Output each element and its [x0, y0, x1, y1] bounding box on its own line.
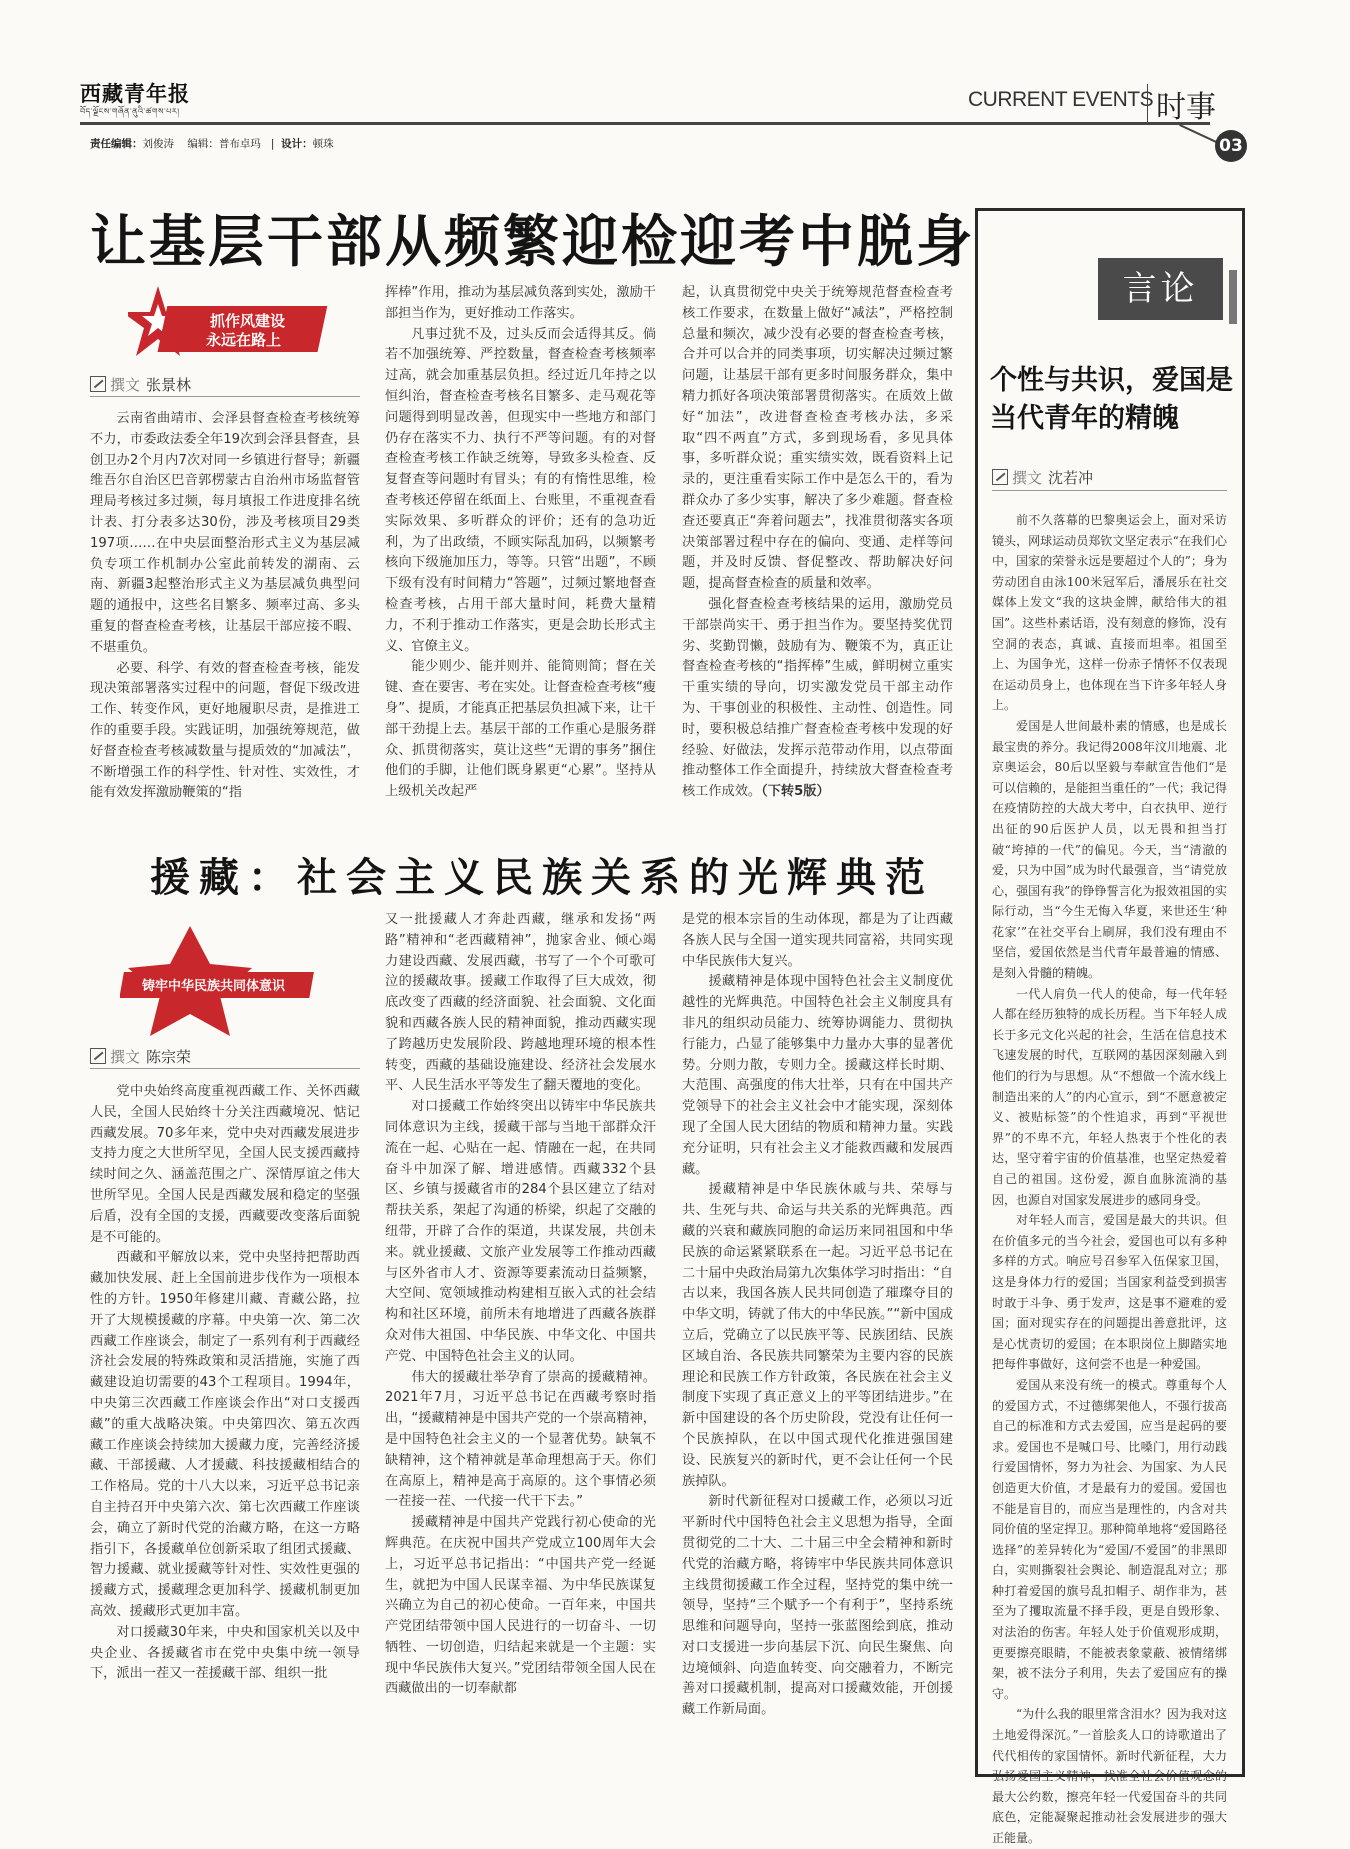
- author-name: 陈宗荣: [146, 1048, 192, 1066]
- paragraph: 西藏和平解放以来，党中央坚持把帮助西藏加快发展、赶上全国前进步伐作为一项根本性的方针。1950年修建川藏、青藏公路，拉开了大规模援藏的序幕。中央第一次、第二次西藏工作座谈会，制定了一系列有利于西藏经济社会发展的特殊政策和灵活措施，实施了西藏建设迫切需要的43个工程项目。1994年，中央第三次西藏工作座谈会作出“对口支援西藏”的重大战略决策。中央第四次、第五次西藏工作座谈会持续加大援藏力度，完善经济援藏、干部援藏、人才援藏、科技援藏相结合的工作格局。党的十八大以来，习近平总书记亲自主持召开中央第六次、第七次西藏工作座谈会，确立了新时代党的治藏方略，在这一方略指引下，各援藏单位创新采取了组团式援藏、智力援藏、就业援藏等针对性、实效性更强的援藏方式，援藏理念更加科学、援藏机制更加高效、援藏形式更加丰富。: [90, 1250, 360, 1619]
- editor-name: 刘俊涛: [142, 138, 174, 150]
- badge-line2: 永远在路上: [206, 331, 282, 349]
- section-name-en: CURRENT EVENTS: [968, 88, 1154, 111]
- opinion-body: [992, 510, 1227, 1849]
- article2-column-1: [90, 1082, 360, 1685]
- designer-name: 顿珠: [312, 138, 334, 150]
- paragraph: 新时代新征程对口援藏工作，必须以习近平新时代中国特色社会主义思想为指导，全面贯彻党的二十大、二十届三中全会精神和新时代党的治藏方略，将铸牢中华民族共同体意识主线贯彻援藏工作全过程，坚持党的集中统一领导，坚持“三个赋予一个有利于”，坚持系统思维和问题导向，坚持一张蓝图绘到底，推动对口支援进一步向基层下沉、向民生聚焦、向边境倾斜、向造血转变、向交融着力，不断完善对口援藏机制，提高对口援藏效能，开创援藏工作新局面。: [682, 1494, 953, 1718]
- article2-column-3: [682, 910, 953, 1721]
- article2-byline: [90, 1046, 191, 1067]
- byline-label: 撰文: [1012, 469, 1043, 487]
- editor-credits: 责任编辑：刘俊涛 编辑：普布卓玛 | 设计：顿珠: [90, 138, 334, 150]
- star-badge-icon: [128, 284, 338, 364]
- paragraph: “为什么我的眼里常含泪水？因为我对这土地爱得深沉。”一首脍炙人口的诗歌道出了代代相传的家国情怀。新时代新征程，大力弘扬爱国主义精神，找准全社会价值观念的最大公约数，擦亮年轻一代爱国奋斗的共同底色，定能凝聚起推动社会发展进步的强大正能量。: [992, 1707, 1227, 1845]
- designer-label: 设计：: [281, 138, 313, 150]
- article1-column-3: [682, 283, 953, 803]
- author-name: 张景林: [146, 376, 192, 394]
- article1-column-1: [90, 409, 360, 804]
- paragraph: 起，认真贯彻党中央关于统筹规范督查检查考核工作要求，在数量上做好“减法”，严格控制总量和频次，减少没有必要的督查检查考核，合并可以合并的同类事项，切实解决过频过繁问题，让基层干部有更多时间服务群众，集中精力抓好各项决策部署贯彻落实。在质效上做好“加法”，改进督查检查考核办法，多采取“四不两直”方式，多到现场看，多见具体事，多听群众说；重实绩实效，既看资料上记录的，更注重看实际工作中是怎么干的，看为群众办了多少实事，解决了多少难题。督查检查还要真正“奔着问题去”，找准贯彻落实各项决策部署过程中存在的偏向、变通、走样等问题，并及时反馈、督促整改、帮助解决好问题，提高督查检查的质量和效率。: [682, 285, 953, 592]
- page-number: 03: [1215, 130, 1247, 162]
- paragraph: 前不久落幕的巴黎奥运会上，面对采访镜头，网球运动员郑钦文坚定表示“在我们心中，国家的荣誉永远是要超过个人的”；身为劳动团自由泳100米冠军后，潘展乐在社交媒体上发文“我的这块金牌，献给伟大的祖国”。这些朴素话语，没有刻意的修饰，没有空洞的表态，真诚、直接而坦率。祖国至上、为国争光，这样一份赤子情怀不仅表现在运动员身上，也体现在当下许多年轻人身上。: [992, 513, 1227, 713]
- byline-rule: [90, 1068, 360, 1069]
- pen-icon: [992, 469, 1008, 485]
- paragraph: 对口援藏30年来，中央和国家机关以及中央企业、各援藏省市在党中央集中统一领导下，派出一茬又一茬援藏干部、组织一批: [90, 1624, 360, 1682]
- continued-note: （下转5版）: [761, 784, 830, 800]
- paragraph: 党中央始终高度重视西藏工作、关怀西藏人民，全国人民始终十分关注西藏境况、惦记西藏发展。70多年来，党中央对西藏发展进步支持力度之大世所罕见，全国人民支援西藏持续时间之久、涵盖范围之广、深情厚谊之伟大世所罕见。全国人民是西藏发展和稳定的坚强后盾，没有全国的支援，西藏要改变落后面貌是不可能的。: [90, 1084, 360, 1245]
- article1-column-2: [385, 283, 656, 803]
- paragraph-text: 强化督查检查考核结果的运用，激励党员干部崇尚实干、勇于担当作为。要坚持奖优罚劣、奖勤罚懒，鼓励有为、鞭策不为，真正让督查检查考核的“指挥棒”生威，鲜明树立重实干重实绩的导向，切实激发党员干部主动作为、干事创业的积极性、主动性、创造性。同时，要积极总结推广督查检查考核中发现的好经验、好做法，发挥示范带动作用，以点带面推动整体工作全面提升，持续放大督查检查考核工作成效。: [682, 596, 953, 800]
- paragraph: 援藏精神是体现中国特色社会主义制度优越性的光辉典范。中国特色社会主义制度具有非凡的组织动员能力、统筹协调能力、贯彻执行能力，凸显了能够集中力量办大事的显著优势。分则力散，专则力全。援藏这样长时期、大范围、高强度的伟大壮举，只有在中国共产党领导下的社会主义社会中才能实现，深刻体现了全国人民大团结的物质和精神力量。实践充分证明，只有社会主义才能救西藏和发展西藏。: [682, 974, 953, 1177]
- pen-icon: [90, 1048, 106, 1064]
- paragraph: 援藏精神是中国共产党践行初心使命的光辉典范。在庆祝中国共产党成立100周年大会上，习近平总书记指出：“中国共产党一经诞生，就把为中国人民谋幸福、为中华民族谋复兴确立为自己的初心使命。一百年来，中国共产党团结带领中国人民进行的一切奋斗、一切牺牲、一切创造，归结起来就是一个主题：实现中华民族伟大复兴。”党团结带领全国人民在西藏做出的一切奉献都: [385, 1515, 656, 1697]
- paragraph: 一代人肩负一代人的使命，每一代年轻人都在经历独特的成长历程。当下年轻人成长于多元文化兴起的社会，生活在信息技术飞速发展的时代，互联网的基因深刻融入到他们的行为与思想。从“不想做一个流水线上制造出来的人”的内心宣示，到“不愿意被定义、被贴标签”的个性追求，再到“平视世界”的不卑不亢，年轻人热衷于个性化的表达，坚守着宇宙的价值基准，也坚定热爱着自己的祖国。这份爱，源自血脉流淌的基因，也源自对国家发展进步的感同身受。: [992, 986, 1227, 1207]
- badge-text: 铸牢中华民族共同体意识: [142, 979, 286, 994]
- article2-headline: 援藏：社会主义民族关系的光辉典范: [150, 855, 934, 901]
- opinion-title: 个性与共识，爱国是当代青年的精魄: [990, 365, 1233, 434]
- editor2-name: 普布卓玛: [218, 138, 261, 150]
- paragraph: 爱国是人世间最朴素的情感，也是成长最宝贵的养分。我记得2008年汶川地震、北京奥运会，80后以坚毅与奉献宣告他们“是可以信赖的，是能担当重任的”一代；我记得在疫情防控的大战大考中，白衣执甲、逆行出征的90后医护人员，以无畏和担当打破“垮掉的一代”的偏见。今天，当“清澈的爱，只为中国”成为时代最强音，当“请党放心，强国有我”的铮铮誓言化为报效祖国的实际行动，当“今生无悔入华夏，来世还生‘种花家’”在社交平台上刷屏，我们没有理由不坚信，爱国依然是当代青年最普遍的情感、是刻入骨髓的精魄。: [992, 718, 1227, 981]
- editor-label: 责任编辑：: [90, 138, 143, 150]
- paragraph: 援藏精神是中华民族休戚与共、荣辱与共、生死与共、命运与共关系的光辉典范。西藏的兴衰和藏族同胞的命运历来同祖国和中华民族的命运紧紧联系在一起。习近平总书记在二十届中央政治局第九次集体学习时指出：“自古以来，我国各族人民共同创造了璀璨夺目的中华文明，铸就了伟大的中华民族。”“新中国成立后，党确立了以民族平等、民族团结、民族区域自治、各民族共同繁荣为主要内容的民族理论和民族工作方针政策，各民族在社会主义制度下实现了真正意义上的平等团结进步。”在新中国建设的各个历史阶段，党没有让任何一个民族掉队，在以中国式现代化推进强国建设、民族复兴的新时代，更不会让任何一个民族掉队。: [682, 1182, 953, 1489]
- masthead-title: 西藏青年报: [80, 81, 190, 106]
- editor2-label: 编辑：: [187, 138, 219, 150]
- article2-column-2: [385, 910, 656, 1700]
- byline-rule: [992, 490, 1227, 491]
- byline-label: 撰文: [110, 1048, 141, 1066]
- paragraph: 必要、科学、有效的督查检查考核，能发现决策部署落实过程中的问题，督促下级改进工作、转变作风，更好地履职尽责，是推进工作的重要手段。实践证明，加强统筹规范，做好督查检查考核减数量与提质效的“加减法”，不断增强工作的科学性、针对性、实效性，才能有效发挥激励鞭策的“指: [90, 660, 360, 801]
- paragraph: 凡事过犹不及，过头反而会适得其反。倘若不加强统筹、严控数量，督查检查考核频率过高，就会加重基层负担。经过近几年持之以恒纠治，督查检查考核名目繁多、走马观花等问题得到明显改善，但现实中一些地方和部门仍存在落实不力、执行不严等问题。有的对督查检查考核工作缺乏统筹，导致多头检查、反复督查等问题时有冒头；有的有惰性思维，检查考核还停留在纸面上、台账里，不重视查看实际效果、多听群众的评价；还有的急功近利，为了出政绩，不顾实际乱加码，以频繁考核向下级施加压力，等等。只管“出题”，不顾下级有没有时间精力“答题”，过频过繁地督查检查考核，占用干部大量时间，耗费大量精力，不利于推动工作落实，更是会助长形式主义、官僚主义。: [385, 326, 656, 654]
- star-badge-icon: [120, 926, 330, 1036]
- paragraph: 又一批援藏人才奔赴西藏，继承和发扬“两路”精神和“老西藏精神”，抛家舍业、倾心竭力建设西藏、发展西藏，书写了一个个可歌可泣的援藏故事。援藏工作取得了巨大成效，彻底改变了西藏的经济面貌、社会面貌、文化面貌和西藏各族人民的精神面貌，推动西藏实现了跨越历史发展阶段、跨越地理环境的根本性转变，西藏的基础设施建设、经济社会发展水平、人民生活水平等发生了翻天覆地的变化。: [385, 912, 656, 1094]
- section-divider: [1147, 84, 1148, 122]
- badge-line1: 抓作风建设: [210, 312, 286, 330]
- paragraph: 对年轻人而言，爱国是最大的共识。但在价值多元的当今社会，爱国也可以有多种多样的方式。响应号召参军入伍保家卫国，这是身体力行的爱国；当国家利益受到损害时敢于斗争、勇于发声，这是事不避难的爱国；面对现实存在的问题提出善意批评，这是心忧责切的爱国；在本职岗位上脚踏实地把每件事做好，这何尝不也是一种爱国。: [992, 1213, 1227, 1372]
- pen-icon: [90, 376, 106, 392]
- author-name: 沈若冲: [1048, 469, 1094, 487]
- masthead-tibetan: བོད་ལྗོངས་གཞོན་ནུའི་ཚགས་པར།: [80, 107, 180, 116]
- paragraph: [682, 595, 953, 803]
- header-rule: [80, 122, 1210, 125]
- paragraph: 对口援藏工作始终突出以铸牢中华民族共同体意识为主线，援藏干部与当地干部群众汗流在一起、心贴在一起、情融在一起，在共同奋斗中加深了解、增进感情。西藏332个县区、乡镇与援藏省市的284个县区建立了结对帮扶关系，架起了沟通的桥梁，织起了交融的纽带，开辟了合作的渠道，共谋发展，共创未来。就业援藏、文旅产业发展等工作推动西藏与区外省市人才、资源等要素流动日益频繁，大空间、宽领域推动构建相互嵌入式的社会结构和社区环境，前所未有地增进了西藏各族群众对伟大祖国、中华民族、中华文化、中国共产党、中国特色社会主义的认同。: [385, 1099, 656, 1364]
- paragraph: 云南省曲靖市、会泽县督查检查考核统筹不力，市委政法委全年19次到会泽县督查，县创卫办2个月内7次对同一乡镇进行督导；新疆维吾尔自治区巴音郭楞蒙古自治州市场监督管理局考核过多过频，每月填报工作进度排名统计表、打分表多达30份，涉及考核项目29类197项……在中央层面整治形式主义为基层减负专项工作机制办公室此前转发的湖南、云南、新疆3起整治形式主义为基层减负典型问题的通报中，这些名目繁多、频率过高、多头重复的督查检查考核，让基层干部应接不暇、不堪重负。: [90, 411, 360, 655]
- section-name-cn: 时事: [1156, 90, 1216, 125]
- article1-byline: [90, 374, 191, 395]
- paragraph: 能少则少、能并则并、能简则简；督在关键、查在要害、考在实处。让督查检查考核“瘦身”、提质，才能真正把基层负担减下来，让干部干劲提上去。基层干部的工作重心是服务群众、抓贯彻落实，莫让这些“无谓的事务”捆住他们的手脚，让他们既身累更“心累”。坚持从上级机关改起严: [385, 659, 656, 800]
- byline-rule: [90, 396, 360, 397]
- opinion-tag: 言论: [1098, 258, 1223, 320]
- opinion-byline: [992, 467, 1093, 488]
- paragraph: 是党的根本宗旨的生动体现，都是为了让西藏各族人民与全国一道实现共同富裕，共同实现中华民族伟大复兴。: [682, 912, 953, 969]
- article1-headline: 让基层干部从频繁迎检迎考中脱身: [90, 210, 975, 275]
- paragraph: 爱国从来没有统一的模式。尊重每个人的爱国方式，不过德绑架他人，不强行拔高自己的标准和方式去爱国，应当是起码的要求。爱国也不是喊口号、比嗓门，用行动践行爱国情怀，努力为社会、为国家、为人民创造更大价值，才是最有力的爱国。爱国也不能是盲目的，而应当是理性的，内含对共同价值的坚定捍卫。那种简单地将“爱国路径选择”的差异转化为“爱国/不爱国”的非黑即白，实则撕裂社会舆论、制造混乱对立；那种打着爱国的旗号乱扣帽子、胡作非为，甚至为了攫取流量不择手段，更是自毁形象、对法治的伤害。年轻人处于价值观形成期，更要擦亮眼睛，不能被表象蒙蔽、被情绪绑架，被不法分子利用，失去了爱国应有的操守。: [992, 1377, 1227, 1701]
- byline-label: 撰文: [110, 376, 141, 394]
- paragraph: 伟大的援藏壮举孕育了崇高的援藏精神。2021年7月，习近平总书记在西藏考察时指出，“援藏精神是中国共产党的一个崇高精神，是中国特色社会主义的一个显著优势。缺氧不缺精神，这个精神就是革命理想高于天。你们在高原上，精神是高于高原的。这个事情必须一茬接一茬、一代接一代干下去。”: [385, 1369, 656, 1510]
- page-number-connector: [1179, 124, 1216, 143]
- paragraph: 挥棒”作用，推动为基层减负落到实处，激励干部担当作为，更好推动工作落实。: [385, 285, 656, 321]
